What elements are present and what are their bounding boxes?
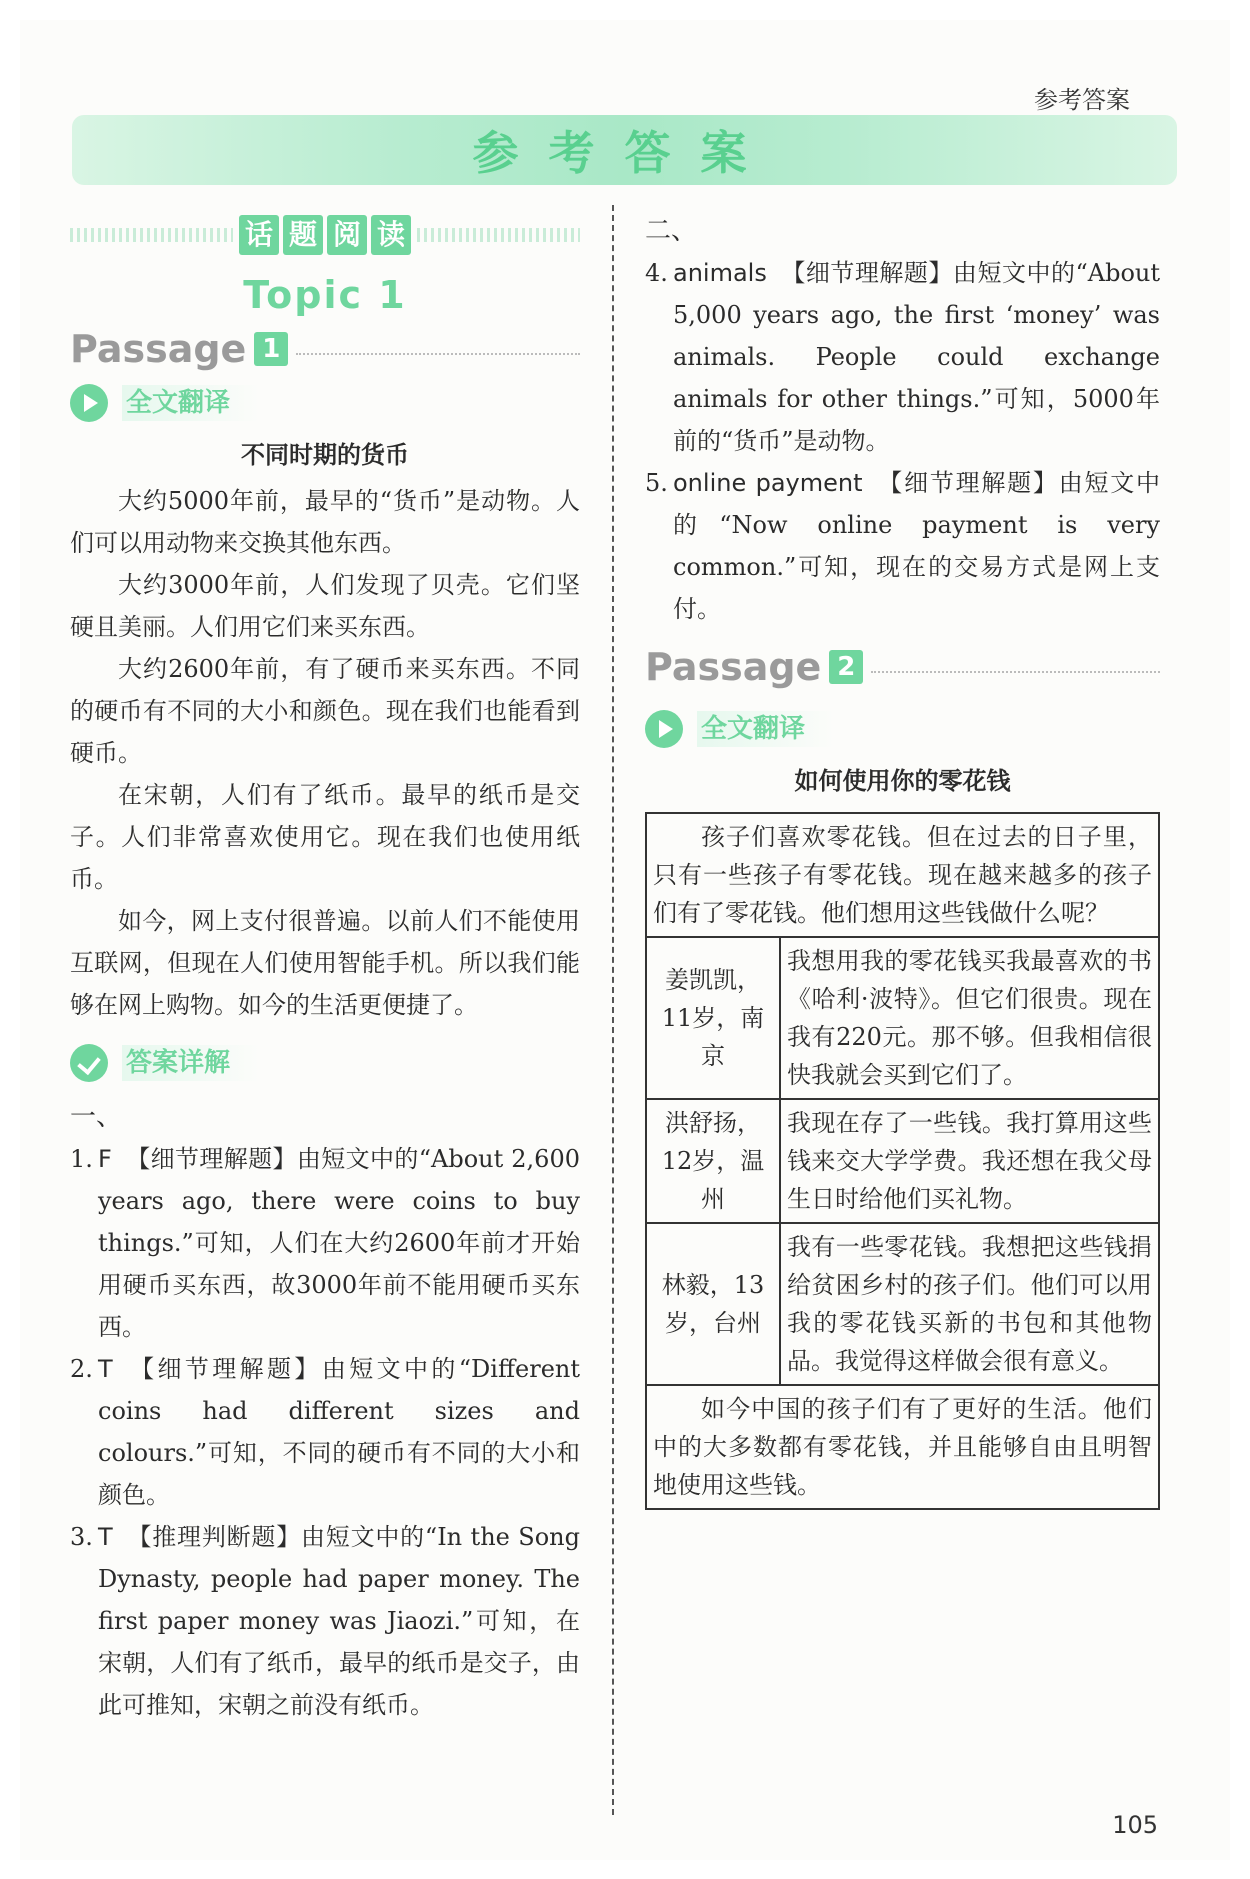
person-name: 姜凯凯，11岁，南京 xyxy=(646,937,780,1099)
answer-text: 【细节理解题】由短文中的“Different coins had different sizes and colours.”可知，不同的硬币有不同的大小和颜色。 xyxy=(98,1355,580,1509)
page-number: 105 xyxy=(1112,1811,1158,1839)
answer-heading xyxy=(70,1044,580,1082)
person-name: 林毅，13岁，台州 xyxy=(646,1223,780,1385)
person-text: 我有一些零花钱。我想把这些钱捐给贫困乡村的孩子们。他们可以用我的零花钱买新的书包和其他物品。我觉得这样做会很有意义。 xyxy=(780,1223,1159,1385)
answer-text: 【细节理解题】由短文中的“Now online payment is very common.”可知，现在的交易方式是网上支付。 xyxy=(673,469,1161,623)
intro-cell xyxy=(646,813,1159,937)
table-row xyxy=(646,1385,1159,1509)
translation-label: 全文翻译 xyxy=(122,385,260,421)
passage-number: 2 xyxy=(829,650,863,684)
check-icon xyxy=(70,1044,108,1082)
paragraph: 大约5000年前，最早的“货币”是动物。人们可以用动物来交换其他东西。 xyxy=(70,487,580,557)
passage-number: 1 xyxy=(254,332,288,366)
translation-heading xyxy=(70,384,580,422)
person-text: 我现在存了一些钱。我打算用这些钱来交大学学费。我还想在我父母生日时给他们买礼物。 xyxy=(780,1099,1159,1223)
intro-text: 孩子们喜欢零花钱。但在过去的日子里，只有一些孩子有零花钱。现在越来越多的孩子们有了零花钱。他们想用这些钱做什么呢？ xyxy=(653,823,1152,927)
answer-item xyxy=(70,1138,580,1348)
passage-2-heading xyxy=(645,644,1160,690)
section-badge xyxy=(70,210,580,260)
answer-number: 2. xyxy=(70,1355,93,1383)
badge-char: 话 xyxy=(239,215,279,255)
passage-label: Passage xyxy=(645,645,822,689)
person-name: 洪舒扬，12岁，温州 xyxy=(646,1099,780,1223)
passage-1-heading xyxy=(70,326,580,372)
translation-heading xyxy=(645,710,1160,748)
answer-number: 3. xyxy=(70,1523,93,1551)
answer-number: 1. xyxy=(70,1145,93,1173)
answer-text: 【细节理解题】由短文中的“About 2,600 years ago, there were coins to buy things.”可知，人们在大约2600年前才开始用硬币买东西，故3000年前不能用硬币买东西。 xyxy=(98,1145,580,1341)
badge-char: 读 xyxy=(371,215,411,255)
badge-char: 阅 xyxy=(327,215,367,255)
answer-number: 4. xyxy=(645,259,668,287)
dotted-rule xyxy=(296,353,580,355)
table-row xyxy=(646,937,1159,1099)
translation-label: 全文翻译 xyxy=(697,711,835,747)
paragraph: 大约2600年前，有了硬币来买东西。不同的硬币有不同的大小和颜色。现在我们也能看到硬币。 xyxy=(70,655,580,767)
paragraph: 大约3000年前，人们发现了贝壳。它们坚硬且美丽。人们用它们来买东西。 xyxy=(70,571,580,641)
dotted-rule xyxy=(871,671,1160,673)
banner-title: 参考答案 xyxy=(472,126,777,180)
outro-cell xyxy=(646,1385,1159,1509)
answer-key: online payment xyxy=(673,469,863,497)
answer-item xyxy=(645,462,1160,630)
left-column xyxy=(70,210,580,1726)
column-divider xyxy=(612,205,614,1815)
answer-key: T xyxy=(98,1523,113,1551)
answer-number: 5. xyxy=(645,469,668,497)
answer-key: T xyxy=(98,1355,113,1383)
answer-item xyxy=(645,252,1160,462)
table-row xyxy=(646,1099,1159,1223)
running-header: 参考答案 xyxy=(1034,86,1130,114)
play-icon xyxy=(70,384,108,422)
badge-char: 题 xyxy=(283,215,323,255)
person-text: 我想用我的零花钱买我最喜欢的书《哈利·波特》。但它们很贵。现在我有220元。那不够。但我相信很快我就会买到它们了。 xyxy=(780,937,1159,1099)
passage-label: Passage xyxy=(70,327,247,371)
answer-key: animals xyxy=(673,259,767,287)
title-banner xyxy=(72,115,1177,185)
answer-item xyxy=(70,1516,580,1726)
outro-text: 如今中国的孩子们有了更好的生活。他们中的大多数都有零花钱，并且能够自由且明智地使用这些钱。 xyxy=(653,1395,1152,1499)
play-icon xyxy=(645,710,683,748)
part-two-label: 二、 xyxy=(645,216,698,246)
article-title: 不同时期的货币 xyxy=(241,441,409,469)
paragraph: 在宋朝，人们有了纸币。最早的纸币是交子。人们非常喜欢使用它。现在我们也使用纸币。 xyxy=(70,781,580,893)
right-column xyxy=(645,210,1160,1510)
table-row xyxy=(646,813,1159,937)
paragraph: 如今，网上支付很普遍。以前人们不能使用互联网，但现在人们使用智能手机。所以我们能够在网上购物。如今的生活更便捷了。 xyxy=(70,907,580,1019)
article-title: 如何使用你的零花钱 xyxy=(794,767,1011,795)
topic-title: Topic 1 xyxy=(243,273,407,317)
table-row xyxy=(646,1223,1159,1385)
pocket-money-table xyxy=(645,812,1160,1510)
answer-item xyxy=(70,1348,580,1516)
answer-label: 答案详解 xyxy=(122,1045,260,1081)
answer-key: F xyxy=(98,1145,112,1173)
answer-text: 【细节理解题】由短文中的“About 5,000 years ago, the first ‘money’ was animals. People could exchange animals for other things.”可知，5000年前的“货币”是动物。 xyxy=(673,259,1160,455)
answer-text: 【推理判断题】由短文中的“In the Song Dynasty, people had paper money. The first paper money was Jiaozi.”可知，在宋朝，人们有了纸币，最早的纸币是交子，由此可推知，宋朝之前没有纸币。 xyxy=(98,1523,580,1719)
part-one-label: 一、 xyxy=(70,1102,123,1132)
